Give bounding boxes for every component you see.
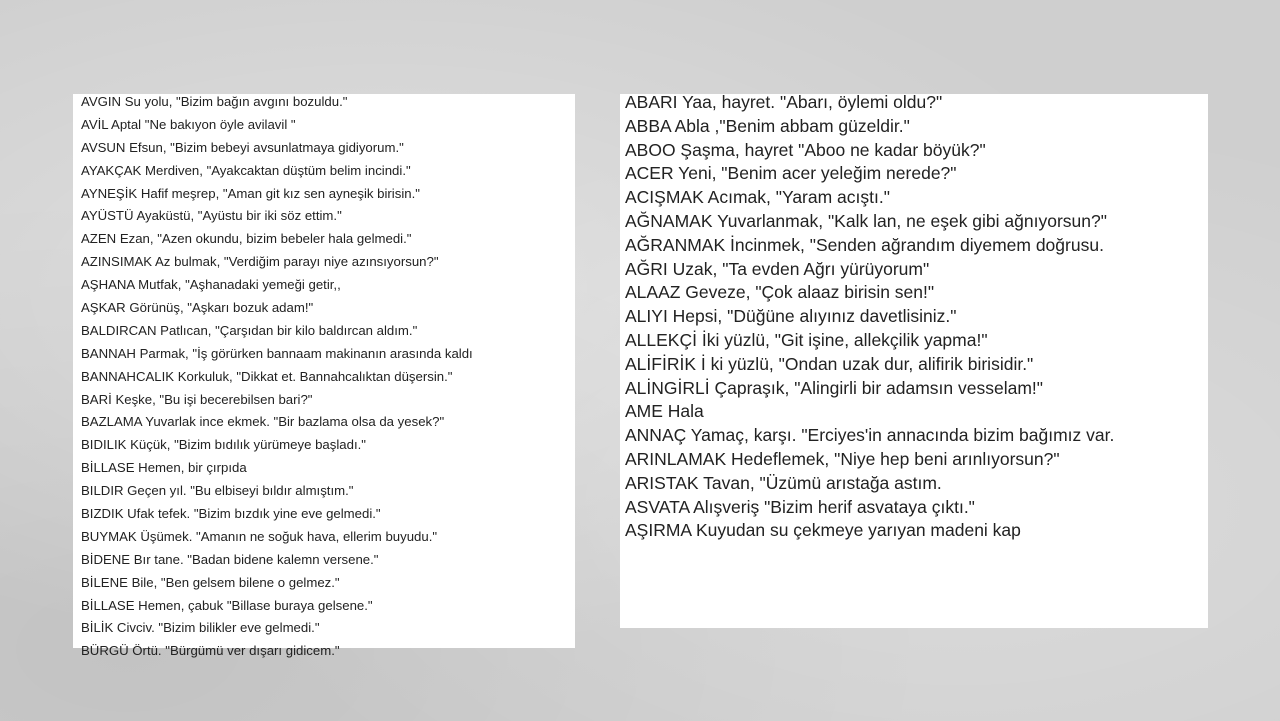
dictionary-entry: BİDENE Bır tane. "Badan bidene kalemn versene." bbox=[81, 551, 379, 567]
dictionary-entry: AYAKÇAK Merdiven, "Ayakcaktan düştüm belim incindi." bbox=[81, 162, 411, 178]
dictionary-entry: ALİFİRİK İ ki yüzlü, "Ondan uzak dur, alifirik birisidir." bbox=[625, 353, 1034, 374]
dictionary-entry: BIZDIK Ufak tefek. "Bizim bızdık yine eve gelmedi." bbox=[81, 506, 381, 522]
dictionary-entry: AŞHANA Mutfak, "Aşhanadaki yemeği getir,, bbox=[81, 277, 341, 293]
dictionary-entry: ABARI Yaa, hayret. "Abarı, öylemi oldu?" bbox=[625, 92, 943, 112]
dictionary-entry: BİLENE Bile, "Ben gelsem bilene o gelmez." bbox=[81, 574, 340, 590]
dictionary-entry: AVGIN Su yolu, "Bizim bağın avgını bozuldu." bbox=[81, 94, 348, 109]
dictionary-entry: ALAAZ Geveze, "Çok alaaz birisin sen!" bbox=[625, 282, 935, 303]
dictionary-entry: ALLEKÇİ İki yüzlü, "Git işine, allekçilik yapma!" bbox=[625, 329, 988, 350]
dictionary-entry: AYÜSTÜ Ayaküstü, "Ayüstu bir iki söz ettim." bbox=[81, 208, 342, 224]
dictionary-entry: AYNEŞİK Hafif meşrep, "Aman git kız sen ayneşik birisin." bbox=[81, 185, 420, 201]
dictionary-entry: AVSUN Efsun, "Bizim bebeyi avsunlatmaya gidiyorum." bbox=[81, 139, 404, 155]
dictionary-entry: BUYMAK Üşümek. "Amanın ne soğuk hava, ellerim buyudu." bbox=[81, 528, 438, 544]
dictionary-entry: BİLLASE Hemen, çabuk "Billase buraya gelsene." bbox=[81, 597, 373, 613]
dictionary-entry: BANNAHCALIK Korkuluk, "Dikkat et. Bannahcalıktan düşersin." bbox=[81, 368, 453, 384]
dictionary-entry: ANNAÇ Yamaç, karşı. "Erciyes'in annacında bizim bağımız var. bbox=[625, 425, 1115, 446]
dictionary-entry: BİLİK Civciv. "Bizim bilikler eve gelmedi." bbox=[81, 620, 320, 636]
dictionary-entry: AME Hala bbox=[625, 401, 704, 422]
dictionary-entry: ABOO Şaşma, hayret "Aboo ne kadar böyük?" bbox=[625, 139, 986, 160]
dictionary-entry: ALİNGİRLİ Çapraşık, "Alingirli bir adamsın vesselam!" bbox=[625, 377, 1043, 398]
dictionary-entry: AŞKAR Görünüş, "Aşkarı bozuk adam!" bbox=[81, 300, 314, 316]
dictionary-entry: AŞIRMA Kuyudan su çekmeye yarıyan madeni kap bbox=[625, 520, 1021, 541]
dictionary-entry: ASVATA Alışveriş "Bizim herif asvataya çıktı." bbox=[625, 496, 975, 517]
dictionary-entry: ABBA Abla ,"Benim abbam güzeldir." bbox=[625, 115, 910, 136]
dictionary-entry: ALIYI Hepsi, "Düğüne alıyınız davetlisiniz." bbox=[625, 306, 957, 327]
dictionary-entry: ARISTAK Tavan, "Üzümü arıstağa astım. bbox=[625, 472, 942, 493]
dictionary-entry: ACIŞMAK Acımak, "Yaram acıştı." bbox=[625, 187, 890, 208]
dictionary-entry: AZEN Ezan, "Azen okundu, bizim bebeler hala gelmedi." bbox=[81, 231, 412, 247]
dictionary-entry: AĞRI Uzak, "Ta evden Ağrı yürüyorum" bbox=[625, 258, 930, 279]
right-dictionary-panel bbox=[620, 94, 1208, 628]
dictionary-entry: ACER Yeni, "Benim acer yeleğim nerede?" bbox=[625, 163, 957, 184]
dictionary-entry: BANNAH Parmak, "İş görürken bannaam makinanın arasında kaldı bbox=[81, 345, 473, 361]
dictionary-entry: AĞNAMAK Yuvarlanmak, "Kalk lan, ne eşek gibi ağnıyorsun?" bbox=[625, 210, 1107, 231]
dictionary-entry: BARİ Keşke, "Bu işi becerebilsen bari?" bbox=[81, 391, 313, 407]
dictionary-entry: BIDILIK Küçük, "Bizim bıdılık yürümeye başladı." bbox=[81, 437, 366, 453]
dictionary-entry: AVİL Aptal "Ne bakıyon öyle avilavil " bbox=[81, 116, 296, 132]
dictionary-entry: BILDIR Geçen yıl. "Bu elbiseyi bıldır almıştım." bbox=[81, 483, 354, 499]
dictionary-entry: AZINSIMAK Az bulmak, "Verdiğim parayı niye azınsıyorsun?" bbox=[81, 254, 439, 270]
dictionary-entry: BAZLAMA Yuvarlak ince ekmek. "Bir bazlama olsa da yesek?" bbox=[81, 414, 445, 430]
dictionary-entry: ARINLAMAK Hedeflemek, "Niye hep beni arınlıyorsun?" bbox=[625, 448, 1060, 469]
dictionary-entry: BİLLASE Hemen, bir çırpıda bbox=[81, 460, 247, 476]
dictionary-entry: BALDIRCAN Patlıcan, "Çarşıdan bir kilo baldırcan aldım." bbox=[81, 322, 418, 338]
left-dictionary-panel bbox=[73, 94, 575, 659]
dictionary-entry: BÜRGÜ Örtü. "Bürgümü ver dışarı gidicem." bbox=[81, 643, 340, 659]
dictionary-entry: AĞRANMAK İncinmek, "Senden ağrandım diyemem doğrusu. bbox=[625, 234, 1104, 255]
